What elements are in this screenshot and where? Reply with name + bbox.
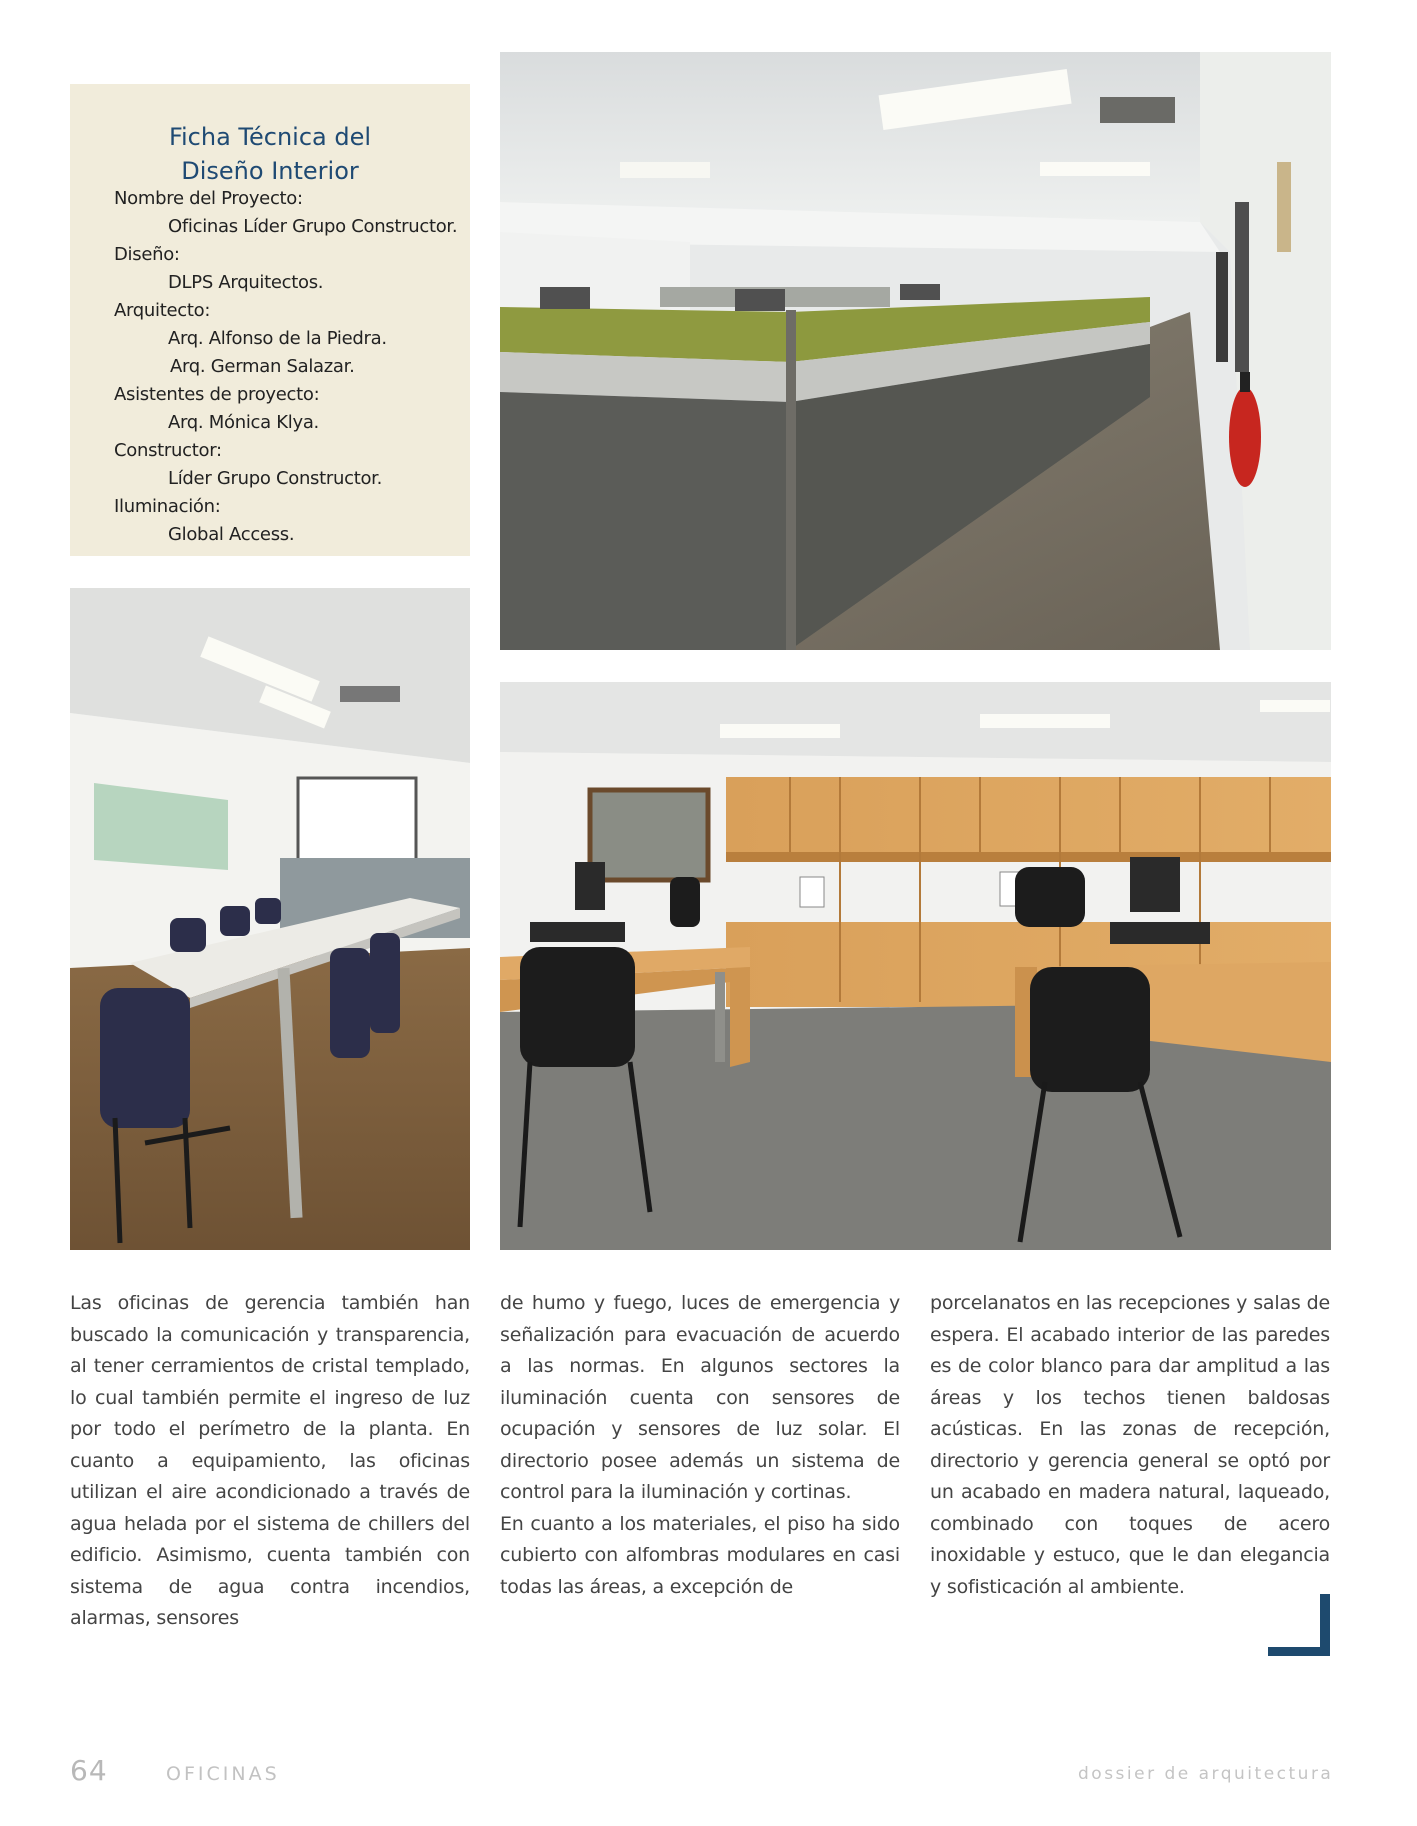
body-column-2 <box>500 1288 900 1603</box>
label-constructor: Constructor: <box>114 440 222 461</box>
value-constructor: Líder Grupo Constructor. <box>168 468 383 489</box>
photo-workstations-cabinets <box>500 682 1331 1250</box>
body-paragraph: porcelanatos en las recepciones y salas de espera. El acabado interior de las paredes es de color blanco para dar amplitud a las áreas y los techos tienen baldosas acústicas. En las zonas de recepción, directorio y gerencia general se optó por un acabado en madera natural, laqueado, combinado con toques de acero inoxidable y estuco, que le dan elegancia y sofisticación al ambiente. <box>930 1292 1330 1598</box>
label-design: Diseño: <box>114 244 180 265</box>
body-column-3 <box>930 1288 1330 1603</box>
photo-meeting-room <box>70 588 470 1250</box>
label-architect: Arquitecto: <box>114 300 211 321</box>
label-assistants: Asistentes de proyecto: <box>114 384 320 405</box>
value-design: DLPS Arquitectos. <box>168 272 324 293</box>
label-lighting: Iluminación: <box>114 496 221 517</box>
body-paragraph: Las oficinas de gerencia también han buscado la comunicación y transparencia, al tener cerramientos de cristal templado, lo cual también permite el ingreso de luz por todo el perímetro de la planta. En cuanto a equipamiento, las oficinas utilizan el aire acondicionado a través de agua helada por el sistema de chillers del edificio. Asimismo, cuenta también con sistema de agua contra incendios, alarmas, sensores <box>70 1292 470 1629</box>
value-assistants: Arq. Mónica Klya. <box>168 412 319 433</box>
body-paragraph: de humo y fuego, luces de emergencia y señalización para evacuación de acuerdo a las normas. En algunos sectores la iluminación cuenta con sensores de ocupación y sensores de luz solar. El directorio posee además un sistema de control para la iluminación y cortinas. <box>500 1292 900 1503</box>
end-of-article-corner-mark <box>1268 1594 1330 1656</box>
value-project-name: Oficinas Líder Grupo Constructor. <box>168 216 458 237</box>
label-project-name: Nombre del Proyecto: <box>114 188 303 209</box>
body-column-1 <box>70 1288 470 1635</box>
value-architect-1: Arq. Alfonso de la Piedra. <box>168 328 387 349</box>
value-architect-2: Arq. German Salazar. <box>170 356 355 377</box>
page-number: 64 <box>70 1754 108 1787</box>
title-line-2: Diseño Interior <box>181 157 359 185</box>
magazine-name: dossier de arquitectura <box>1078 1764 1334 1784</box>
technical-sheet-box <box>70 84 470 556</box>
value-lighting: Global Access. <box>168 524 295 545</box>
section-name: OFICINAS <box>166 1763 280 1785</box>
body-paragraph: En cuanto a los materiales, el piso ha sido cubierto con alfombras modulares en casi todas las áreas, a excepción de <box>500 1512 900 1598</box>
photo-open-office-cubicles <box>500 52 1331 650</box>
technical-sheet-title <box>70 120 470 188</box>
title-line-1: Ficha Técnica del <box>168 123 372 151</box>
